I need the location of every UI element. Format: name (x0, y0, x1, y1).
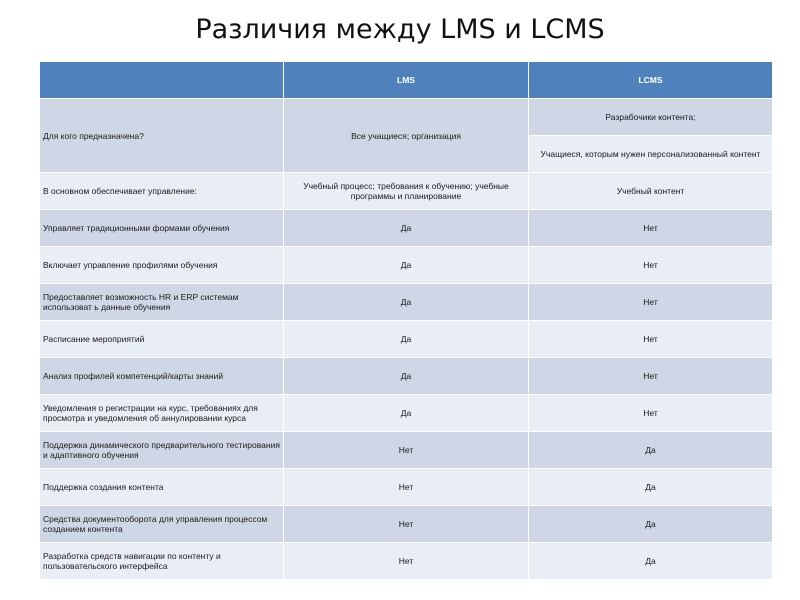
row-lcms-value: Нет (529, 358, 773, 395)
row-lms-value: Да (284, 395, 529, 432)
row-lcms-value: Нет (529, 321, 773, 358)
row-lms-value: Да (284, 284, 529, 321)
table-row (40, 173, 773, 210)
row-lcms-value: Нет (529, 395, 773, 432)
row-lcms-value: Да (529, 469, 773, 506)
row-label: Анализ профилей компетенций/карты знаний (40, 358, 284, 395)
row-label: Средства документооборота для управления процессом созданием контента (40, 506, 284, 543)
row-label: Управляет традиционными формами обучения (40, 210, 284, 247)
header-cell-lms: LMS (284, 62, 529, 99)
row-lms-value: Да (284, 358, 529, 395)
header-row (40, 62, 773, 99)
row-label: Разработка средств навигации по контенту и пользовательского интерфейса (40, 543, 284, 580)
row-lms-value: Да (284, 321, 529, 358)
table-row (40, 469, 773, 506)
header-cell-lcms: LCMS (529, 62, 773, 99)
table-row (40, 432, 773, 469)
row-label: Уведомления о регистрации на курс, требованиях для просмотра и уведомления об аннулировании курса (40, 395, 284, 432)
row-lcms-value-learners: Учащиеся, которым нужен персонализованный контент (529, 136, 773, 173)
table-row (40, 395, 773, 432)
row-label: Для кого предназначена? (40, 99, 284, 173)
comparison-table (39, 61, 773, 580)
row-lms-value: Нет (284, 432, 529, 469)
row-lcms-value-developers: Разрабочики контента; (529, 99, 773, 136)
row-lms-value: Да (284, 210, 529, 247)
row-lms-value: Нет (284, 543, 529, 580)
row-lcms-value: Нет (529, 284, 773, 321)
row-lcms-value: Да (529, 506, 773, 543)
row-lcms-value: Нет (529, 210, 773, 247)
row-label: Поддержка динамического предварительного тестирования и адаптивного обучения (40, 432, 284, 469)
row-label: Предоставляет возможность HR и ERP системам использоват ь данные обучения (40, 284, 284, 321)
row-lms-value: Нет (284, 469, 529, 506)
slide-title: Различия между LMS и LCMS (195, 14, 605, 45)
row-lms-value: Да (284, 247, 529, 284)
header-cell-criterion (40, 62, 284, 99)
table-row (40, 247, 773, 284)
table-row (40, 506, 773, 543)
row-lms-value: Учебный процесс; требования к обучению; учебные программы и планирование (284, 173, 529, 210)
table-row (40, 543, 773, 580)
table-row-audience (40, 99, 773, 136)
row-label: Расписание мероприятий (40, 321, 284, 358)
row-lms-value: Нет (284, 506, 529, 543)
table-row (40, 210, 773, 247)
row-label: В основном обеспечивает управление: (40, 173, 284, 210)
row-lcms-value: Да (529, 543, 773, 580)
row-label: Включает управление профилями обучения (40, 247, 284, 284)
row-lms-value: Все учащиеся; организация (284, 99, 529, 173)
table-row (40, 321, 773, 358)
table-row (40, 358, 773, 395)
row-lcms-value: Да (529, 432, 773, 469)
row-lcms-value: Нет (529, 247, 773, 284)
row-label: Поддержка создания контента (40, 469, 284, 506)
table-row (40, 284, 773, 321)
row-lcms-value: Учебный контент (529, 173, 773, 210)
